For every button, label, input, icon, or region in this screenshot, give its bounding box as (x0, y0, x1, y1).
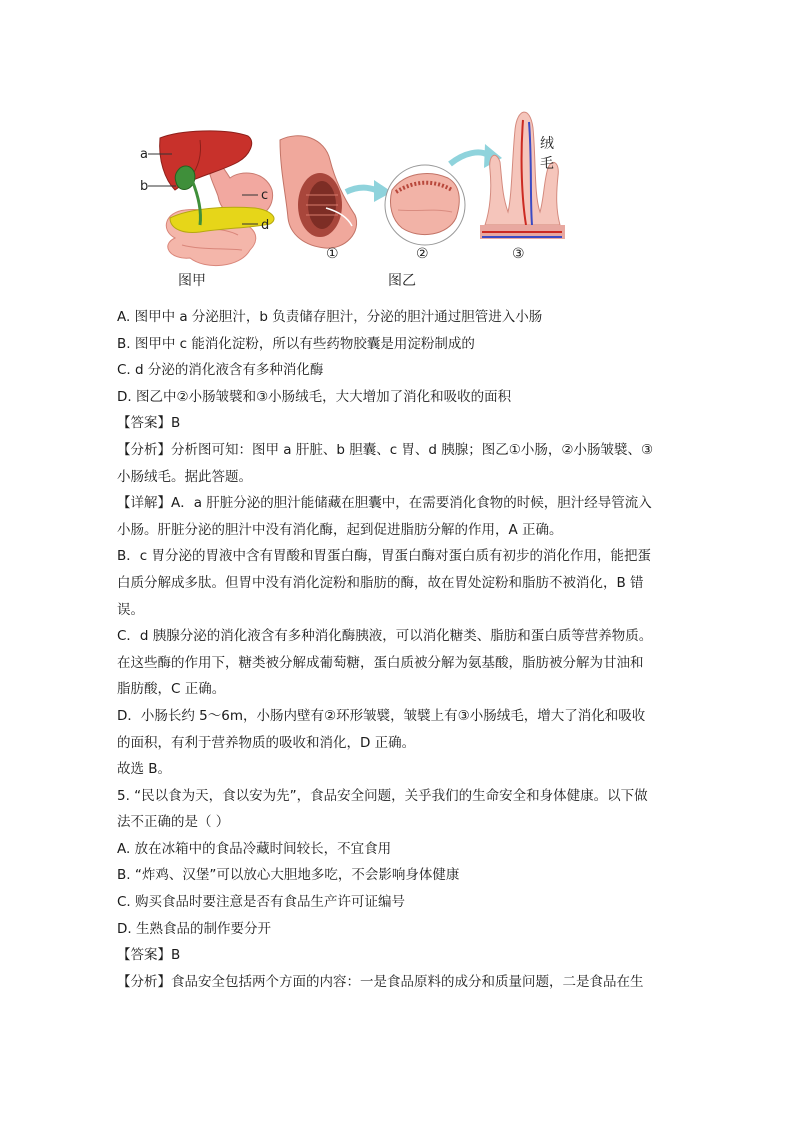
answer-line: 【答案】B (117, 947, 181, 964)
option-a: A. 图甲中 a 分泌胆汁，b 负责储存胆汁，分泌的胆汁通过胆管进入小肠 (117, 309, 543, 325)
detail-line: B．c 胃分泌的胃液中含有胃酸和胃蛋白酶，胃蛋白酶对蛋白质有初步的消化作用，能把蛋 (117, 548, 651, 565)
step-1-label: ① (326, 246, 339, 262)
intestine-section-diagram (280, 136, 357, 248)
option-c: C. d 分泌的消化液含有多种消化酶 (117, 362, 324, 379)
question-text (117, 304, 677, 995)
analysis-line: 【分析】分析图可知：图甲 a 肝脏、b 胆囊、c 胃、d 胰腺；图乙①小肠，②小肠皱襞、③ (117, 441, 654, 458)
step-3-label: ③ (512, 246, 525, 262)
option-d: D. 生熟食品的制作要分开 (117, 920, 271, 937)
detail-line: 脂肪酸，C 正确。 (117, 681, 226, 698)
arrow-2 (450, 152, 488, 164)
detail-line: 小肠。肝脏分泌的胆汁中没有消化酶，起到促进脂肪分解的作用，A 正确。 (117, 521, 563, 538)
question-5-stem: 5. “民以食为天，食以安为先”，食品安全问题，关乎我们的生命安全和身体健康。以下做 (117, 787, 648, 804)
question-5-stem: 法不正确的是（ ） (117, 814, 230, 831)
detail-line: 白质分解成多肽。但胃中没有消化淀粉和脂肪的酶，故在胃处淀粉和脂肪不被消化，B 错 (117, 574, 644, 591)
detail-line: 在这些酶的作用下，糖类被分解成葡萄糖，蛋白质被分解为氨基酸，脂肪被分解为甘油和 (117, 654, 644, 671)
option-d: D. 图乙中②小肠皱襞和③小肠绒毛，大大增加了消化和吸收的面积 (117, 388, 512, 405)
fold-zoom-diagram (385, 165, 465, 245)
villus-diagram (480, 112, 565, 239)
detail-line: 的面积，有利于营养物质的吸收和消化，D 正确。 (117, 734, 416, 751)
organ-diagram (140, 131, 274, 266)
conclusion-line: 故选 B。 (117, 761, 172, 778)
option-c: C. 购买食品时要注意是否有食品生产许可证编号 (117, 894, 406, 911)
villus-label: 绒毛 (540, 136, 554, 172)
step-2-label: ② (416, 246, 429, 262)
fold-tissue (390, 174, 459, 235)
label-c: c (261, 188, 269, 203)
option-a: A. 放在冰箱中的食品冷藏时间较长，不宜食用 (117, 840, 392, 857)
caption-yi: 图乙 (388, 273, 416, 289)
analysis-line: 小肠绒毛。据此答题。 (117, 468, 252, 485)
gallbladder-shape (175, 166, 195, 190)
detail-line: 【详解】A．a 肝脏分泌的胆汁能储藏在胆囊中，在需要消化食物的时候，胆汁经导管流入 (117, 495, 652, 512)
label-b: b (140, 179, 149, 194)
digestive-figure (130, 100, 600, 295)
detail-line: C．d 胰腺分泌的消化液含有多种消化酶胰液，可以消化糖类、脂肪和蛋白质等营养物质。 (117, 628, 653, 645)
option-b: B. “炸鸡、汉堡”可以放心大胆地多吃，不会影响身体健康 (117, 867, 460, 884)
label-a: a (140, 147, 148, 162)
analysis-line: 【分析】食品安全包括两个方面的内容：一是食品原料的成分和质量问题，二是食品在生 (117, 973, 644, 990)
label-d: d (261, 218, 270, 233)
arrow-1 (346, 188, 376, 192)
figure-illustration (130, 100, 600, 295)
answer-line: 【答案】B (117, 415, 181, 432)
detail-line: 误。 (117, 601, 144, 618)
caption-jia: 图甲 (178, 273, 206, 289)
detail-line: D．小肠长约 5～6m，小肠内壁有②环形皱襞，皱襞上有③小肠绒毛，增大了消化和吸收 (117, 707, 646, 724)
option-b: B. 图甲中 c 能消化淀粉，所以有些药物胶囊是用淀粉制成的 (117, 335, 475, 352)
